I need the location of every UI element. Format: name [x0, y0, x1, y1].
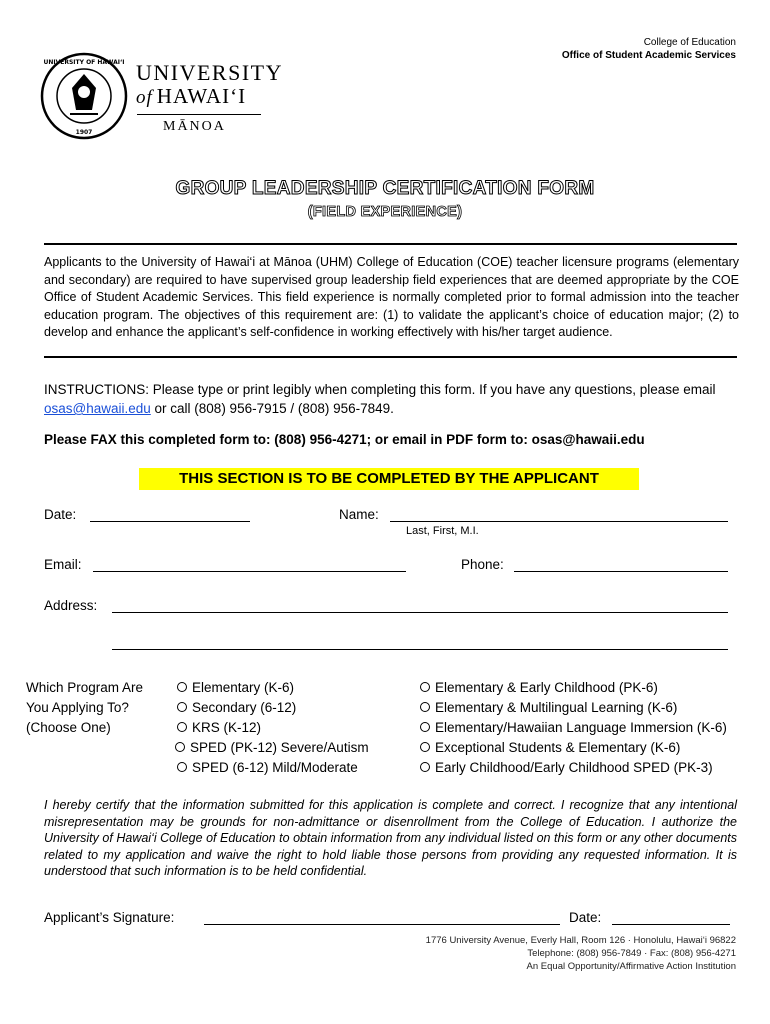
program-option[interactable]: Early Childhood/Early Childhood SPED (PK-3): [420, 758, 727, 778]
signature-label: Applicant’s Signature:: [44, 910, 175, 925]
radio-circle-icon[interactable]: [177, 762, 187, 772]
intro-bottom-divider: [44, 356, 737, 358]
university-seal-logo: [40, 52, 128, 140]
phone-label: Phone:: [461, 557, 504, 572]
program-question: [26, 678, 143, 738]
svg-text:1907: 1907: [75, 129, 93, 136]
date-label: Date:: [44, 507, 77, 522]
college-header: [562, 36, 736, 62]
address-field-line2[interactable]: [112, 649, 728, 650]
form-title: GROUP LEADERSHIP CERTIFICATION FORM: [175, 178, 595, 199]
university-of: of: [136, 87, 153, 108]
university-name-line1: UNIVERSITY: [136, 60, 283, 85]
form-subtitle: (FIELD EXPERIENCE): [307, 204, 463, 220]
program-options-left: [177, 678, 369, 778]
date-field[interactable]: [90, 521, 250, 522]
signature-date-label: Date:: [569, 910, 602, 925]
instructions-phone-text: or call (808) 956-7915 / (808) 956-7849.: [150, 401, 394, 416]
university-name-line2: [136, 86, 283, 107]
svg-text:UNIVERSITY OF HAWAI‘I: UNIVERSITY OF HAWAI‘I: [43, 59, 125, 66]
university-hawaii: HAWAI‘I: [156, 84, 247, 108]
program-question-line1: Which Program Are: [26, 680, 144, 695]
email-label: Email:: [44, 557, 82, 572]
signature-date-field[interactable]: [612, 924, 730, 925]
university-wordmark: [136, 62, 283, 107]
footer-phones: Telephone: (808) 956-7849 · Fax: (808) 956-4271: [527, 948, 736, 959]
fax-instruction: Please FAX this completed form to: (808) 956-4271; or email in PDF form to: osas@hawaii.edu: [44, 432, 645, 447]
name-format-hint: Last, First, M.I.: [406, 525, 479, 537]
radio-circle-icon[interactable]: [420, 682, 430, 692]
address-field-line1[interactable]: [112, 612, 728, 613]
intro-paragraph: Applicants to the University of Hawai‘i at Mānoa (UHM) College of Education (COE) teacher licensure programs (elementary and secondary) are required to have supervised group leadership field experiences that are deemed appropriate by the COE Office of Student Academic Services. This field experience is normally completed prior to formal admission into the teacher education program. The objectives of this requirement are: (1) to validate the applicant’s choice of education major; (2) to develop and enhance the applicant’s self-confidence in working effectively with his/her target audience.: [44, 255, 739, 340]
instructions-text: INSTRUCTIONS: Please type or print legibly when completing this form. If you have any questions, please email: [44, 382, 716, 397]
footer-contact: [426, 934, 736, 973]
program-options-right: [420, 678, 727, 778]
osas-email-link[interactable]: osas@hawaii.edu: [44, 401, 151, 416]
wordmark-divider: [137, 114, 261, 115]
program-option[interactable]: SPED (PK-12) Severe/Autism: [175, 738, 369, 758]
program-option[interactable]: Elementary & Early Childhood (PK-6): [420, 678, 727, 698]
email-field[interactable]: [93, 571, 406, 572]
radio-circle-icon[interactable]: [177, 702, 187, 712]
radio-circle-icon[interactable]: [420, 722, 430, 732]
program-option[interactable]: SPED (6-12) Mild/Moderate: [177, 758, 369, 778]
radio-circle-icon[interactable]: [420, 742, 430, 752]
address-label: Address:: [44, 598, 98, 613]
radio-circle-icon[interactable]: [177, 722, 187, 732]
radio-circle-icon[interactable]: [175, 742, 185, 752]
program-option[interactable]: Elementary & Multilingual Learning (K-6): [420, 698, 727, 718]
footer-address: 1776 University Avenue, Everly Hall, Room 126 · Honolulu, Hawai‘i 96822: [425, 935, 736, 946]
phone-field[interactable]: [514, 571, 728, 572]
radio-circle-icon[interactable]: [177, 682, 187, 692]
program-option[interactable]: Secondary (6-12): [177, 698, 369, 718]
instructions-paragraph: [44, 380, 739, 418]
certification-statement: I hereby certify that the information submitted for this application is complete and correct. I recognize that any intentional misrepresentation may be grounds for non-admittance or disenrollment from the College of Education. I authorize the University of Hawai‘i College of Education to obtain information from any individual listed on this form or any other documents related to my application and waive the right to hold liable those persons from providing any requested information. It is understood that such information is to be held confidential.: [44, 798, 737, 878]
program-option[interactable]: Elementary/Hawaiian Language Immersion (K-6): [420, 718, 727, 738]
name-label: Name:: [339, 507, 379, 522]
applicant-section-heading: THIS SECTION IS TO BE COMPLETED BY THE APPLICANT: [139, 468, 639, 490]
program-question-line3: (Choose One): [26, 720, 111, 735]
top-divider: [44, 243, 737, 245]
name-field[interactable]: [390, 521, 728, 522]
program-question-line2: You Applying To?: [26, 700, 129, 715]
program-option[interactable]: Elementary (K-6): [177, 678, 369, 698]
radio-circle-icon[interactable]: [420, 702, 430, 712]
office-name: Office of Student Academic Services: [561, 50, 736, 61]
program-option[interactable]: Exceptional Students & Elementary (K-6): [420, 738, 727, 758]
radio-circle-icon[interactable]: [420, 762, 430, 772]
college-name: College of Education: [643, 37, 736, 48]
footer-eeo: An Equal Opportunity/Affirmative Action Institution: [526, 961, 736, 972]
campus-name: MĀNOA: [163, 119, 226, 134]
signature-field[interactable]: [204, 924, 560, 925]
program-option[interactable]: KRS (K-12): [177, 718, 369, 738]
